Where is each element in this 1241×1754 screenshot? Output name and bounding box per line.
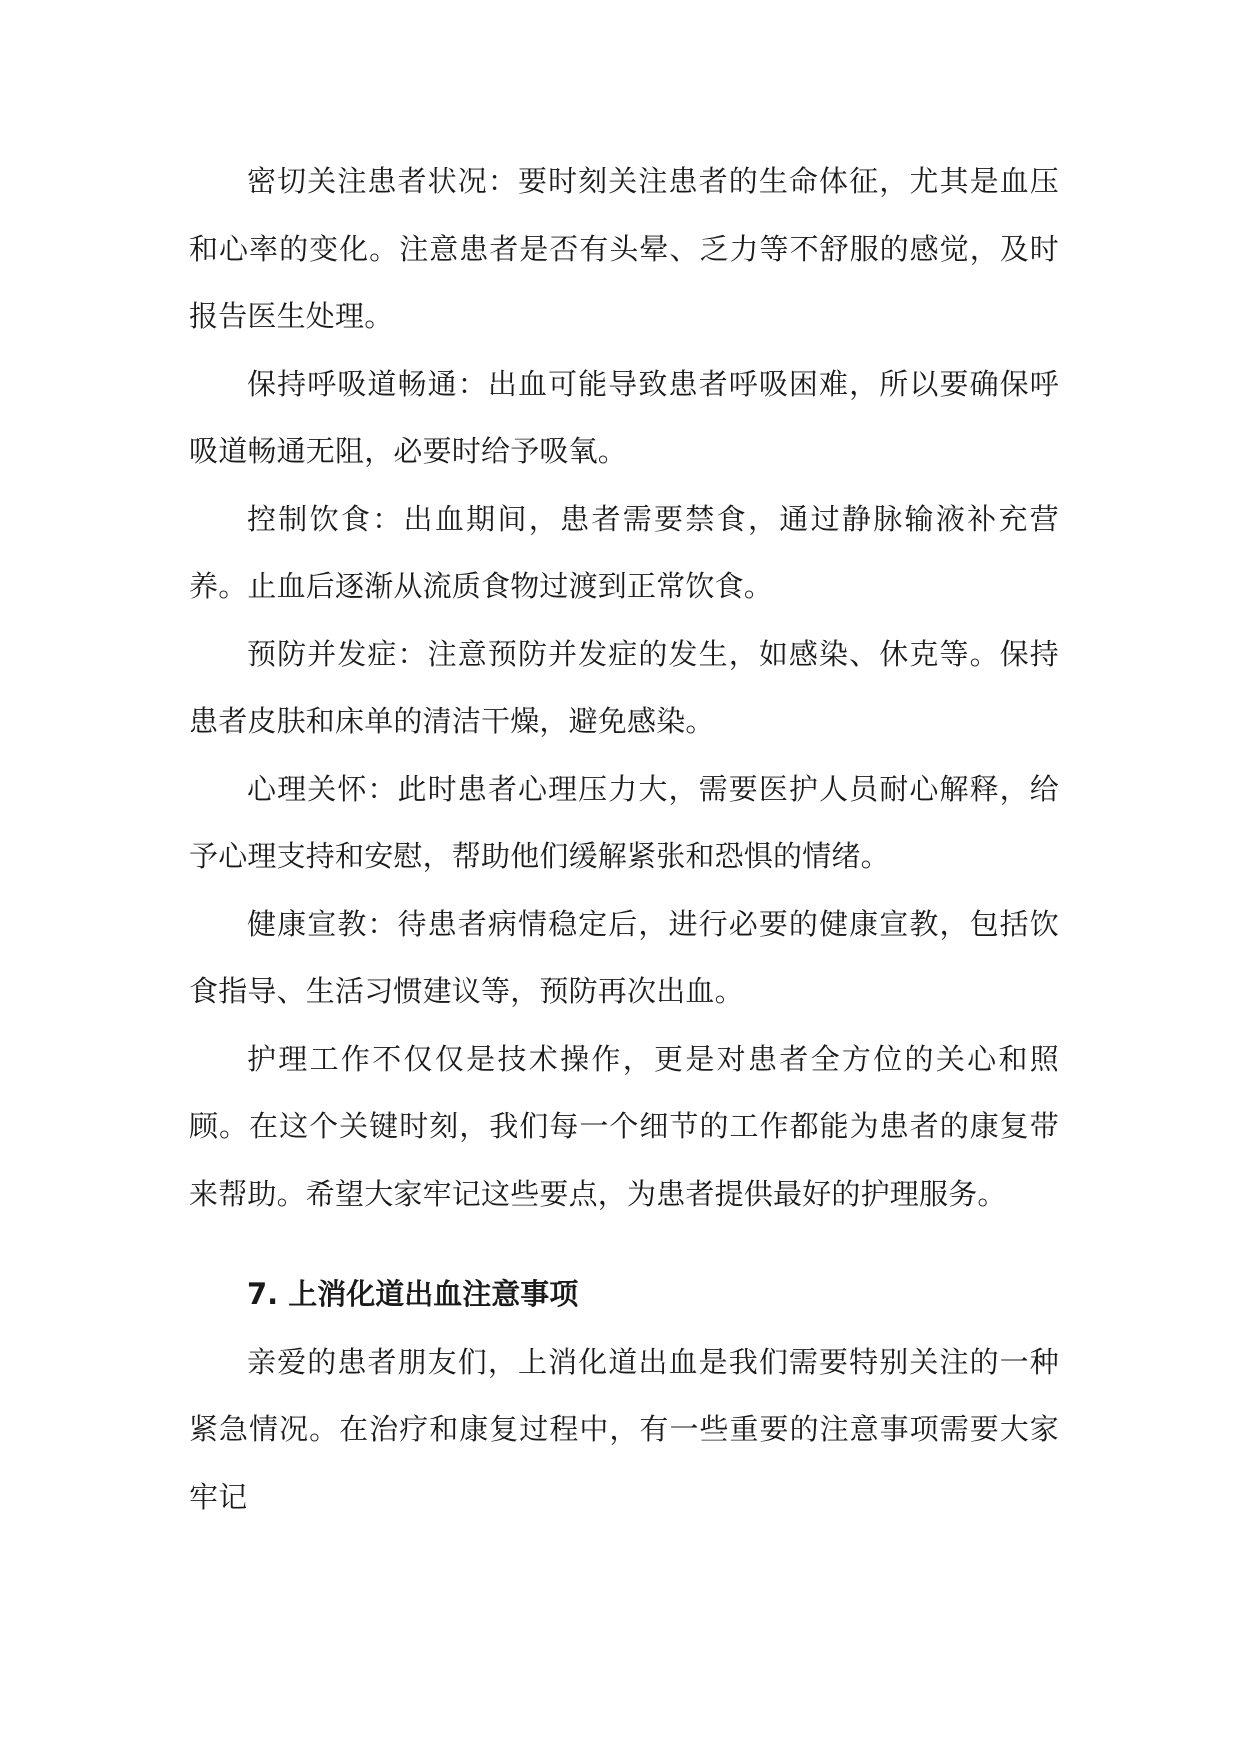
- paragraph-psychological-care: 心理关怀：此时患者心理压力大，需要医护人员耐心解释，给予心理支持和安慰，帮助他们缓解紧张和恐惧的情绪。: [189, 771, 1059, 873]
- paragraph-airway: 保持呼吸道畅通：出血可能导致患者呼吸困难，所以要确保呼吸道畅通无阻，必要时给予吸氧。: [189, 366, 1059, 468]
- paragraph-closing: 护理工作不仅仅是技术操作，更是对患者全方位的关心和照顾。在这个关键时刻，我们每一个细节的工作都能为患者的康复带来帮助。希望大家牢记这些要点，为患者提供最好的护理服务。: [189, 1041, 1059, 1211]
- paragraph-health-education: 健康宣教：待患者病情稳定后，进行必要的健康宣教，包括饮食指导、生活习惯建议等，预防再次出血。: [189, 906, 1059, 1008]
- section-heading: 7. 上消化道出血注意事项: [247, 1277, 579, 1311]
- paragraph-section-intro: 亲爱的患者朋友们，上消化道出血是我们需要特别关注的一种紧急情况。在治疗和康复过程中，有一些重要的注意事项需要大家牢记: [189, 1344, 1059, 1514]
- document-body: [189, 148, 1059, 1531]
- paragraph-diet-control: 控制饮食：出血期间，患者需要禁食，通过静脉输液补充营养。止血后逐渐从流质食物过渡到正常饮食。: [189, 501, 1059, 603]
- paragraph-monitor-patient: 密切关注患者状况：要时刻关注患者的生命体征，尤其是血压和心率的变化。注意患者是否有头晕、乏力等不舒服的感觉，及时报告医生处理。: [189, 164, 1059, 333]
- paragraph-complication-prevention: 预防并发症：注意预防并发症的发生，如感染、休克等。保持患者皮肤和床单的清洁干燥，避免感染。: [189, 636, 1059, 738]
